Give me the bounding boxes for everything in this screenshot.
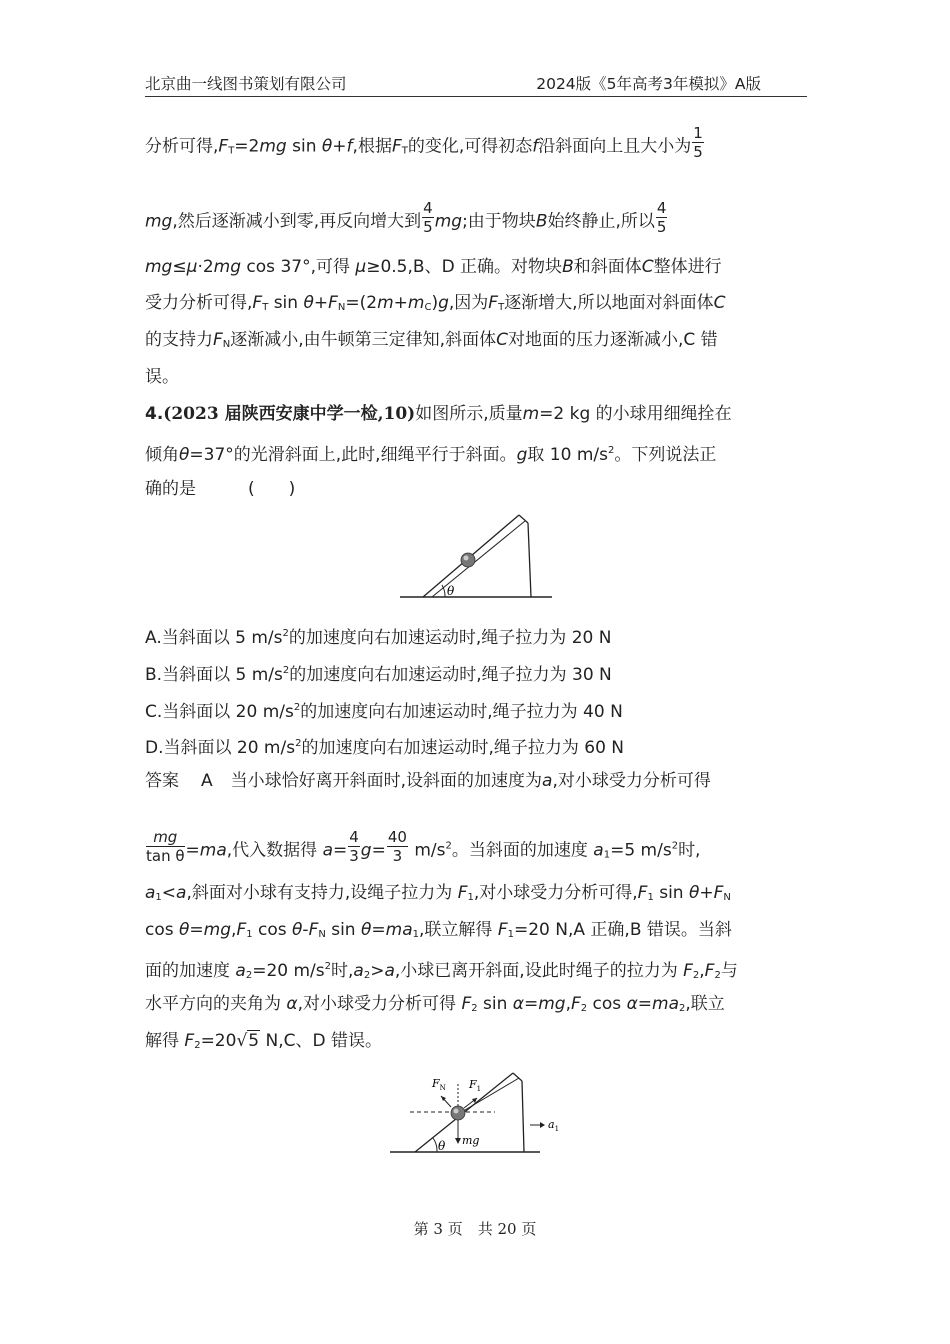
text-line-5: 的支持力$F_N$逐渐减小,由牛顿第三定律知,斜面体C对地面的压力逐渐减小,C 错: [145, 330, 718, 350]
answer-line-7: 解得 $F_2=20√5$ N,C、D 错误。: [145, 1031, 383, 1051]
theta-label: θ: [438, 1139, 446, 1153]
fraction-four-fifths: $\frac{4}{5}$: [423, 199, 433, 236]
answer-label: 答案: [145, 771, 179, 791]
option-c[interactable]: C.当斜面以 20 $m/s^2$的加速度向右加速运动时,绳子拉力为 40 N: [145, 702, 623, 722]
answer-blank: ( ): [248, 479, 296, 499]
fraction-forty-thirds: $\frac{40}{3}$: [387, 828, 407, 865]
page-footer: 第 3 页 共 20 页: [413, 1220, 537, 1238]
text-line-3: mg≤μ·2mg cos 37°,可得 μ≥0.5,B、D 正确。对物块B和斜面体C整体进行: [145, 257, 722, 277]
ball: [461, 553, 475, 567]
header-edition: 2024版《5年高考3年模拟》A版: [536, 75, 761, 93]
page-header: [145, 70, 807, 97]
fn-label: $F_N$: [432, 1077, 446, 1092]
wall-line: [528, 523, 531, 597]
answer-line-1: 答案 A 当小球恰好离开斜面时,设斜面的加速度为a,对小球受力分析可得: [145, 771, 711, 791]
theta-label: θ: [447, 584, 455, 598]
answer-line-5: 面的加速度 $a_2=20$ $m/s^2$时$,a_2>a$,小球已离开斜面,设此时绳子的拉力为 $F_2,F_2$与: [145, 961, 738, 981]
text-line-4: 受力分析可得$,F_T$ $\sin \theta+F_N=(2m+m_C)g$,因为$F_T$逐渐增大,所以地面对斜面体C: [145, 293, 726, 313]
a1-label: $a_1$: [548, 1118, 560, 1133]
question-4-line-1: 4.(2023 届陕西安康中学一检,10)如图所示,质量m=2 kg 的小球用细绳拴在: [145, 404, 732, 424]
rope-line: [432, 521, 525, 597]
answer-line-6: 水平方向的夹角为 α,对小球受力分析可得 $F_2$ $\sin \alpha=mg,F_2$ $\cos \alpha=ma_2$,联立: [145, 994, 725, 1014]
answer-line-4: $\cos \theta=mg,F_1$ $\cos \theta-F_N$ $\sin \theta=ma_1$,联立解得 $F_1=20$ N,A 正确,B 错误。当斜: [145, 920, 732, 940]
answer-line-2: $\frac{mg}{\text{tan θ}}$ =ma,代入数据得 a= $\frac{4}{3}$ g= $\frac{40}{3}$ $m/s^2$。当斜面的加速度 $a_1=5$ $m/s^2$时,: [146, 828, 701, 865]
f1-label: $F_1$: [469, 1078, 482, 1093]
fraction-mg-over-tan: $\frac{mg}{\text{tan θ}}$: [146, 828, 185, 865]
fraction-four-thirds: $\frac{4}{3}$: [349, 828, 359, 865]
option-b[interactable]: B.当斜面以 5 $m/s^2$的加速度向右加速运动时,绳子拉力为 30 N: [145, 665, 612, 685]
question-4-line-3: 确的是 ( ): [145, 479, 296, 499]
fraction-four-fifths-2: $\frac{4}{5}$: [656, 199, 667, 236]
question-4-line-2: 倾角θ=37°的光滑斜面上,此时,细绳平行于斜面。g取 10 $m/s^2$。下列说法正: [145, 445, 717, 465]
incline-figure: [395, 508, 555, 602]
answer-line-3: $a_1<a$,斜面对小球有支持力,设绳子拉力为 $F_1$,对小球受力分析可得$,F_1$ $\sin \theta+F_N$: [145, 883, 731, 903]
text-line-1: 分析可得$,F_T=2mg$ sin θ+f,根据$F_T$的变化,可得初态f沿斜面向上且大小为 $\frac{1}{5}$: [145, 124, 703, 161]
option-d[interactable]: D.当斜面以 20 $m/s^2$的加速度向右加速运动时,绳子拉力为 60 N: [145, 738, 625, 758]
angle-arc: [433, 1138, 437, 1152]
header-publisher: 北京曲一线图书策划有限公司: [145, 75, 347, 93]
ball: [451, 1106, 465, 1120]
wall-line: [522, 1081, 524, 1152]
mg-label: mg: [462, 1134, 480, 1147]
text-line-2: mg,然后逐渐减小到零,再反向增大到 $\frac{4}{5}$ mg;由于物块B始终静止,所以 $\frac{4}{5}$: [145, 199, 667, 236]
force-diagram: [385, 1070, 570, 1160]
option-a[interactable]: A.当斜面以 5 $m/s^2$的加速度向右加速运动时,绳子拉力为 20 N: [145, 628, 612, 648]
fraction-one-fifth: $\frac{1}{5}$: [693, 124, 703, 161]
answer-choice: A: [201, 771, 213, 791]
text-line-6: 误。: [145, 367, 179, 387]
